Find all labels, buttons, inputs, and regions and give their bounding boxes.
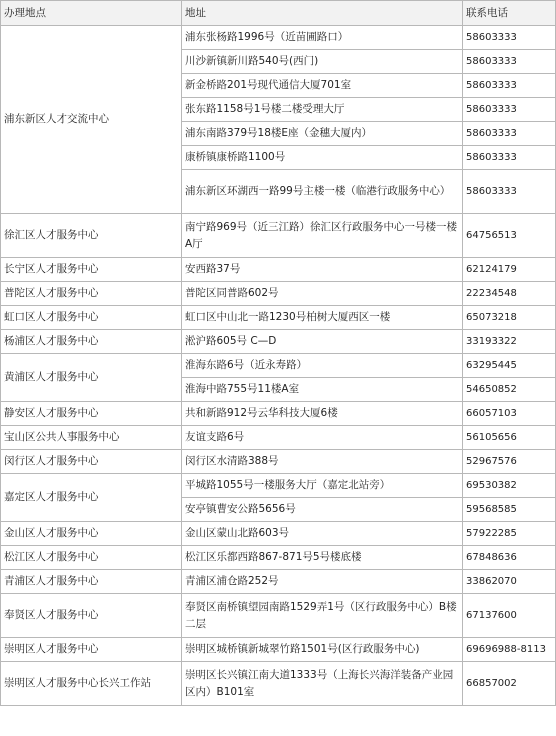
table-row <box>1 402 556 426</box>
phone-cell: 67848636 <box>463 546 556 570</box>
address-cell: 平城路1055号一楼服务大厅（嘉定北站旁） <box>182 474 463 498</box>
address-cell: 川沙新镇新川路540号(西门) <box>182 50 463 74</box>
table-row <box>1 522 556 546</box>
place-cell: 黄浦区人才服务中心 <box>1 354 182 402</box>
header-place: 办理地点 <box>1 1 182 26</box>
phone-cell: 63295445 <box>463 354 556 378</box>
table-row <box>1 214 556 258</box>
table-row <box>1 662 556 706</box>
phone-cell: 66057103 <box>463 402 556 426</box>
phone-cell: 56105656 <box>463 426 556 450</box>
phone-cell: 33193322 <box>463 330 556 354</box>
address-cell: 淮海中路755号11楼A室 <box>182 378 463 402</box>
phone-cell: 64756513 <box>463 214 556 258</box>
address-cell: 张东路1158号1号楼二楼受理大厅 <box>182 98 463 122</box>
table-row <box>1 474 556 498</box>
phone-cell: 58603333 <box>463 170 556 214</box>
address-cell: 安亭镇曹安公路5656号 <box>182 498 463 522</box>
phone-cell: 65073218 <box>463 306 556 330</box>
table-row <box>1 426 556 450</box>
address-cell: 虹口区中山北一路1230号柏树大厦西区一楼 <box>182 306 463 330</box>
header-address: 地址 <box>182 1 463 26</box>
address-cell: 淞沪路605号 C—D <box>182 330 463 354</box>
table-row <box>1 354 556 378</box>
address-cell: 南宁路969号（近三江路）徐汇区行政服务中心一号楼一楼A厅 <box>182 214 463 258</box>
address-cell: 闵行区水清路388号 <box>182 450 463 474</box>
phone-cell: 58603333 <box>463 98 556 122</box>
header-phone: 联系电话 <box>463 1 556 26</box>
table-body <box>1 26 556 706</box>
address-cell: 松江区乐都西路867-871号5号楼底楼 <box>182 546 463 570</box>
phone-cell: 67137600 <box>463 594 556 638</box>
phone-cell: 66857002 <box>463 662 556 706</box>
address-cell: 奉贤区南桥镇望园南路1529弄1号（区行政服务中心）B楼二层 <box>182 594 463 638</box>
address-cell: 普陀区同普路602号 <box>182 282 463 306</box>
place-cell: 青浦区人才服务中心 <box>1 570 182 594</box>
address-cell: 友谊支路6号 <box>182 426 463 450</box>
phone-cell: 69696988-8113 <box>463 638 556 662</box>
place-cell: 嘉定区人才服务中心 <box>1 474 182 522</box>
place-cell: 松江区人才服务中心 <box>1 546 182 570</box>
place-cell: 徐汇区人才服务中心 <box>1 214 182 258</box>
place-cell: 金山区人才服务中心 <box>1 522 182 546</box>
place-cell: 浦东新区人才交流中心 <box>1 26 182 214</box>
place-cell: 闵行区人才服务中心 <box>1 450 182 474</box>
phone-cell: 58603333 <box>463 122 556 146</box>
address-cell: 安西路37号 <box>182 258 463 282</box>
table-row <box>1 638 556 662</box>
address-cell: 浦东张杨路1996号（近苗圃路口） <box>182 26 463 50</box>
address-cell: 新金桥路201号现代通信大厦701室 <box>182 74 463 98</box>
address-cell: 康桥镇康桥路1100号 <box>182 146 463 170</box>
address-cell: 崇明区城桥镇新城翠竹路1501号(区行政服务中心) <box>182 638 463 662</box>
table-row <box>1 330 556 354</box>
phone-cell: 69530382 <box>463 474 556 498</box>
address-cell: 共和新路912号云华科技大厦6楼 <box>182 402 463 426</box>
address-cell: 淮海东路6号（近永寿路） <box>182 354 463 378</box>
table-row <box>1 26 556 50</box>
place-cell: 静安区人才服务中心 <box>1 402 182 426</box>
table-row <box>1 282 556 306</box>
table-row <box>1 450 556 474</box>
place-cell: 崇明区人才服务中心长兴工作站 <box>1 662 182 706</box>
phone-cell: 33862070 <box>463 570 556 594</box>
place-cell: 杨浦区人才服务中心 <box>1 330 182 354</box>
place-cell: 崇明区人才服务中心 <box>1 638 182 662</box>
table-row <box>1 258 556 282</box>
address-cell: 崇明区长兴镇江南大道1333号（上海长兴海洋装备产业园区内）B101室 <box>182 662 463 706</box>
phone-cell: 58603333 <box>463 146 556 170</box>
address-cell: 浦东南路379号18楼E座（金穗大厦内） <box>182 122 463 146</box>
phone-cell: 58603333 <box>463 26 556 50</box>
address-cell: 金山区蒙山北路603号 <box>182 522 463 546</box>
phone-cell: 58603333 <box>463 74 556 98</box>
phone-cell: 54650852 <box>463 378 556 402</box>
phone-cell: 59568585 <box>463 498 556 522</box>
table-row <box>1 546 556 570</box>
place-cell: 普陀区人才服务中心 <box>1 282 182 306</box>
header-row <box>1 1 556 26</box>
phone-cell: 58603333 <box>463 50 556 74</box>
phone-cell: 57922285 <box>463 522 556 546</box>
address-cell: 青浦区浦仓路252号 <box>182 570 463 594</box>
phone-cell: 52967576 <box>463 450 556 474</box>
place-cell: 虹口区人才服务中心 <box>1 306 182 330</box>
table-row <box>1 594 556 638</box>
place-cell: 长宁区人才服务中心 <box>1 258 182 282</box>
phone-cell: 22234548 <box>463 282 556 306</box>
phone-cell: 62124179 <box>463 258 556 282</box>
table-row <box>1 570 556 594</box>
table-row <box>1 306 556 330</box>
place-cell: 宝山区公共人事服务中心 <box>1 426 182 450</box>
place-cell: 奉贤区人才服务中心 <box>1 594 182 638</box>
address-cell: 浦东新区环湖西一路99号主楼一楼（临港行政服务中心） <box>182 170 463 214</box>
